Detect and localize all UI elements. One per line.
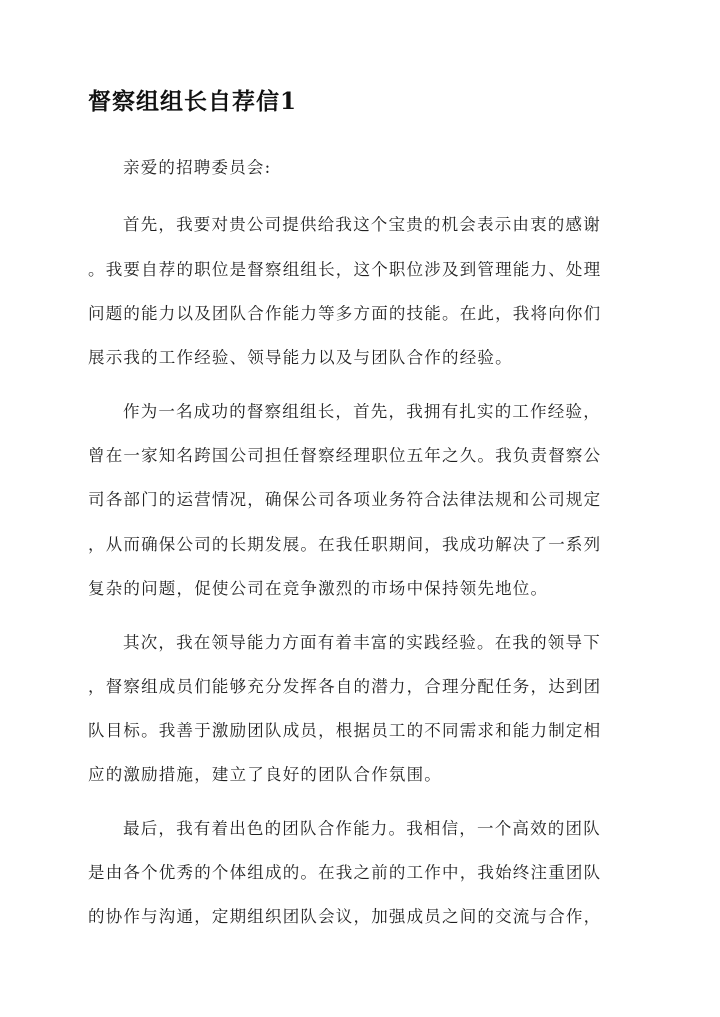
greeting-line: 亲爱的招聘委员会: [123,158,272,177]
paragraph-3-line-2: ，督察组成员们能够充分发挥各自的潜力，合理分配任务，达到团 [88,677,602,696]
paragraph-2-line-1: 作为一名成功的督察组组长，首先，我拥有扎实的工作经验， [123,402,601,421]
paragraph-3-line-4: 应的激励措施，建立了良好的团队合作氛围。 [88,765,442,784]
paragraph-4-line-3: 的协作与沟通，定期组织团队会议，加强成员之间的交流与合作， [88,907,602,926]
paragraph-2-line-5: 复杂的问题，促使公司在竞争激烈的市场中保持领先地位。 [88,579,549,598]
paragraph-2-line-2: 曾在一家知名跨国公司担任督察经理职位五年之久。我负责督察公 [88,446,602,465]
paragraph-1-line-2: 。我要自荐的职位是督察组组长，这个职位涉及到管理能力、处理 [88,260,602,279]
paragraph-3-line-3: 队目标。我善于激励团队成员，根据员工的不同需求和能力制定相 [88,721,602,740]
paragraph-4-line-2: 是由各个优秀的个体组成的。在我之前的工作中，我始终注重团队 [88,863,602,882]
paragraph-1-line-1: 首先，我要对贵公司提供给我这个宝贵的机会表示由衷的感谢 [123,215,601,234]
paragraph-1-line-3: 问题的能力以及团队合作能力等多方面的技能。在此，我将向你们 [88,304,602,323]
paragraph-2-line-4: ，从而确保公司的长期发展。在我任职期间，我成功解决了一系列 [88,535,602,554]
paragraph-3-line-1: 其次，我在领导能力方面有着丰富的实践经验。在我的领导下 [123,633,601,652]
paragraph-4-line-1: 最后，我有着出色的团队合作能力。我相信，一个高效的团队 [123,819,601,838]
paragraph-1-line-4: 展示我的工作经验、领导能力以及与团队合作的经验。 [88,348,513,367]
paragraph-2-line-3: 司各部门的运营情况，确保公司各项业务符合法律法规和公司规定 [88,490,602,509]
page-title: 督察组组长自荐信1 [88,88,298,115]
